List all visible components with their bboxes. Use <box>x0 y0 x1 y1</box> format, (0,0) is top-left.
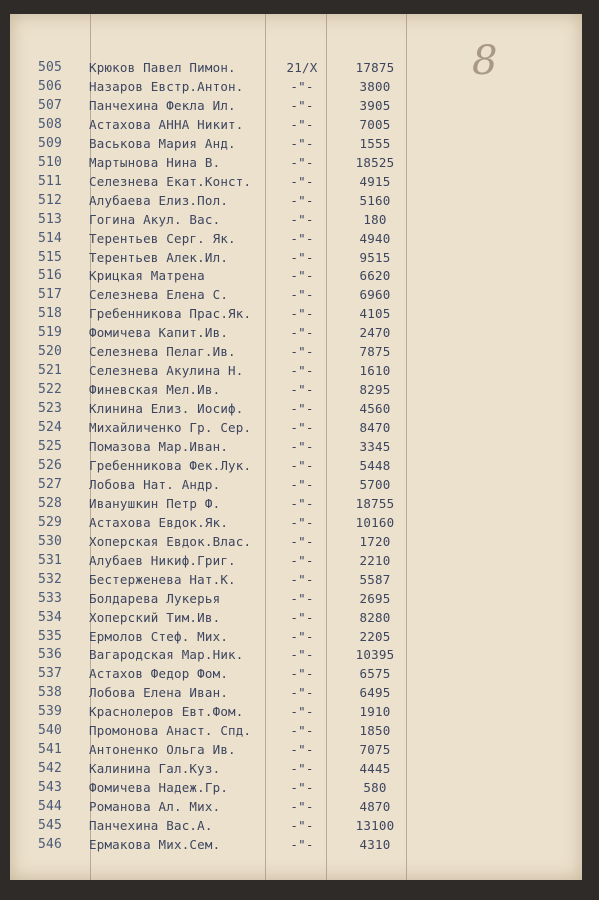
row-number: 505 <box>38 60 63 75</box>
row-number: 525 <box>38 439 63 454</box>
table-row <box>10 534 582 552</box>
amount-cell: 17875 <box>355 60 395 75</box>
table-row <box>10 496 582 514</box>
person-name: Клинина Елиз. Иосиф. <box>89 401 244 417</box>
date-cell: -"- <box>290 628 314 644</box>
row-number: 506 <box>38 79 63 94</box>
person-name: Мартынова Нина В. <box>89 154 221 170</box>
date-cell: -"- <box>290 780 314 796</box>
amount-cell: 13100 <box>355 818 395 833</box>
amount-cell: 18525 <box>355 154 395 170</box>
row-number: 546 <box>38 836 63 852</box>
amount-cell: 2695 <box>359 590 391 606</box>
person-name: Астахов Федор Фом. <box>89 666 229 682</box>
date-cell: -"- <box>290 154 314 170</box>
table-row <box>10 685 582 703</box>
table-row <box>10 344 582 362</box>
table-row <box>10 723 582 741</box>
amount-cell: 8470 <box>359 420 391 436</box>
table-row <box>10 591 582 609</box>
table-row <box>10 250 582 268</box>
row-number: 509 <box>38 135 63 151</box>
date-cell: -"- <box>290 344 314 360</box>
date-cell: -"- <box>290 476 314 492</box>
date-cell: -"- <box>290 590 314 606</box>
row-number: 516 <box>38 268 63 284</box>
table-row <box>10 306 582 324</box>
amount-cell: 2205 <box>359 628 391 644</box>
row-number: 510 <box>38 154 63 170</box>
table-row <box>10 761 582 779</box>
person-name: Терентьев Серг. Як. <box>89 230 236 246</box>
amount-cell: 3345 <box>359 439 391 454</box>
table-row <box>10 553 582 571</box>
table-row <box>10 382 582 400</box>
row-number: 523 <box>38 401 63 417</box>
date-cell: -"- <box>290 420 314 436</box>
date-cell: -"- <box>290 571 314 587</box>
table-row <box>10 231 582 249</box>
person-name: Назаров Евстр.Антон. <box>89 79 244 94</box>
person-name: Фомичева Надеж.Гр. <box>89 780 229 796</box>
date-cell: -"- <box>290 533 314 549</box>
table-row <box>10 572 582 590</box>
row-number: 522 <box>38 382 63 398</box>
date-cell: -"- <box>290 192 314 208</box>
date-cell: -"- <box>290 647 314 663</box>
person-name: Гогина Акул. Вас. <box>89 211 221 227</box>
amount-cell: 4445 <box>359 761 391 777</box>
date-cell: -"- <box>290 457 314 473</box>
table-row <box>10 515 582 533</box>
table-row <box>10 174 582 192</box>
person-name: Лобова Нат. Андр. <box>89 476 221 492</box>
table-row <box>10 818 582 836</box>
table-row <box>10 742 582 760</box>
amount-cell: 4940 <box>359 230 391 246</box>
table-row <box>10 704 582 722</box>
row-number: 530 <box>38 533 63 549</box>
table-row <box>10 837 582 855</box>
person-name: Ермолов Стеф. Мих. <box>89 628 229 644</box>
person-name: Фомичева Капит.Ив. <box>89 325 229 341</box>
row-number: 543 <box>38 780 63 796</box>
table-row <box>10 212 582 230</box>
person-name: Иванушкин Петр Ф. <box>89 495 221 511</box>
amount-cell: 9515 <box>359 249 391 265</box>
table-row <box>10 60 582 78</box>
date-cell: -"- <box>290 666 314 682</box>
person-name: Васькова Мария Анд. <box>89 135 236 151</box>
table-row <box>10 439 582 457</box>
amount-cell: 4560 <box>359 401 391 417</box>
table-row <box>10 799 582 817</box>
amount-cell: 1610 <box>359 363 391 379</box>
date-cell: -"- <box>290 439 314 454</box>
person-name: Болдарева Лукерья <box>89 590 221 606</box>
person-name: Хоперский Тим.Ив. <box>89 609 221 625</box>
amount-cell: 3905 <box>359 97 391 113</box>
person-name: Антоненко Ольга Ив. <box>89 742 236 758</box>
person-name: Калинина Гал.Куз. <box>89 761 221 777</box>
amount-cell: 10160 <box>355 514 395 530</box>
date-cell: -"- <box>290 723 314 739</box>
table-row <box>10 98 582 116</box>
person-name: Астахова Евдок.Як. <box>89 514 229 530</box>
date-cell: -"- <box>290 552 314 568</box>
row-number: 526 <box>38 457 63 473</box>
table-row <box>10 79 582 97</box>
row-number: 545 <box>38 818 63 833</box>
person-name: Хоперская Евдок.Влас. <box>89 533 252 549</box>
person-name: Панчехина Вас.А. <box>89 818 213 833</box>
amount-cell: 8295 <box>359 382 391 398</box>
person-name: Финевская Мел.Ив. <box>89 382 221 398</box>
amount-cell: 5700 <box>359 476 391 492</box>
date-cell: -"- <box>290 382 314 398</box>
amount-cell: 7005 <box>359 116 391 132</box>
table-row <box>10 193 582 211</box>
row-number: 514 <box>38 230 63 246</box>
table-row <box>10 268 582 286</box>
amount-cell: 1910 <box>359 704 391 720</box>
table-row <box>10 363 582 381</box>
table-row <box>10 610 582 628</box>
table-row <box>10 647 582 665</box>
row-number: 515 <box>38 249 63 265</box>
amount-cell: 6495 <box>359 685 391 701</box>
row-number: 536 <box>38 647 63 663</box>
date-cell: -"- <box>290 79 314 94</box>
amount-cell: 4105 <box>359 306 391 322</box>
row-number: 519 <box>38 325 63 341</box>
table-row <box>10 136 582 154</box>
person-name: Ермакова Мих.Сем. <box>89 836 221 852</box>
row-number: 529 <box>38 514 63 530</box>
person-name: Гребенникова Прас.Як. <box>89 306 252 322</box>
amount-cell: 6620 <box>359 268 391 284</box>
table-row <box>10 287 582 305</box>
amount-cell: 5448 <box>359 457 391 473</box>
row-number: 533 <box>38 590 63 606</box>
person-name: Селезнева Екат.Конст. <box>89 173 252 189</box>
person-name: Михайличенко Гр. Сер. <box>89 420 252 436</box>
table-row <box>10 117 582 135</box>
amount-cell: 180 <box>363 211 387 227</box>
row-number: 537 <box>38 666 63 682</box>
amount-cell: 4310 <box>359 836 391 852</box>
person-name: Краснолеров Евт.Фом. <box>89 704 244 720</box>
table-row <box>10 325 582 343</box>
date-cell: -"- <box>290 230 314 246</box>
row-number: 512 <box>38 192 63 208</box>
row-number: 531 <box>38 552 63 568</box>
table-row <box>10 155 582 173</box>
amount-cell: 6960 <box>359 287 391 303</box>
amount-cell: 7875 <box>359 344 391 360</box>
row-number: 518 <box>38 306 63 322</box>
table-row <box>10 629 582 647</box>
amount-cell: 18755 <box>355 495 395 511</box>
person-name: Промонова Анаст. Спд. <box>89 723 252 739</box>
person-name: Алубаева Елиз.Пол. <box>89 192 229 208</box>
table-row <box>10 780 582 798</box>
table-row <box>10 401 582 419</box>
person-name: Гребенникова Фек.Лук. <box>89 457 252 473</box>
date-cell: -"- <box>290 268 314 284</box>
row-number: 538 <box>38 685 63 701</box>
page-number-mark: 8 <box>472 38 498 84</box>
date-cell: -"- <box>290 401 314 417</box>
person-name: Панчехина Фекла Ил. <box>89 97 236 113</box>
amount-cell: 1720 <box>359 533 391 549</box>
person-name: Лобова Елена Иван. <box>89 685 229 701</box>
date-cell: -"- <box>290 173 314 189</box>
date-cell: -"- <box>290 742 314 758</box>
person-name: Крюков Павел Пимон. <box>89 60 236 75</box>
date-cell: -"- <box>290 97 314 113</box>
table-row <box>10 477 582 495</box>
document-page <box>10 14 582 880</box>
amount-cell: 4915 <box>359 173 391 189</box>
table-row <box>10 420 582 438</box>
row-number: 507 <box>38 97 63 113</box>
amount-cell: 5587 <box>359 571 391 587</box>
date-cell: -"- <box>290 116 314 132</box>
row-number: 542 <box>38 761 63 777</box>
date-cell: -"- <box>290 704 314 720</box>
person-name: Вагародская Мар.Ник. <box>89 647 244 663</box>
row-number: 541 <box>38 742 63 758</box>
table-row <box>10 666 582 684</box>
person-name: Помазова Мар.Иван. <box>89 439 229 454</box>
person-name: Алубаев Никиф.Григ. <box>89 552 236 568</box>
person-name: Селезнева Пелаг.Ив. <box>89 344 236 360</box>
row-number: 544 <box>38 799 63 814</box>
row-number: 517 <box>38 287 63 303</box>
amount-cell: 5160 <box>359 192 391 208</box>
row-number: 527 <box>38 476 63 492</box>
date-cell: -"- <box>290 761 314 777</box>
row-number: 508 <box>38 116 63 132</box>
row-number: 520 <box>38 344 63 360</box>
amount-cell: 4870 <box>359 799 391 814</box>
date-cell: -"- <box>290 836 314 852</box>
amount-cell: 10395 <box>355 647 395 663</box>
date-cell: -"- <box>290 818 314 833</box>
person-name: Астахова АННА Никит. <box>89 116 244 132</box>
amount-cell: 1555 <box>359 135 391 151</box>
row-number: 513 <box>38 211 63 227</box>
row-number: 540 <box>38 723 63 739</box>
person-name: Селезнева Елена С. <box>89 287 229 303</box>
date-cell: -"- <box>290 495 314 511</box>
row-number: 539 <box>38 704 63 720</box>
row-number: 524 <box>38 420 63 436</box>
date-cell: -"- <box>290 287 314 303</box>
amount-cell: 8280 <box>359 609 391 625</box>
amount-cell: 2210 <box>359 552 391 568</box>
date-cell: -"- <box>290 685 314 701</box>
amount-cell: 1850 <box>359 723 391 739</box>
person-name: Крицкая Матрена <box>89 268 205 284</box>
date-cell: -"- <box>290 514 314 530</box>
row-number: 535 <box>38 628 63 644</box>
table-row <box>10 458 582 476</box>
row-number: 532 <box>38 571 63 587</box>
date-cell: 21/X <box>286 60 318 75</box>
person-name: Селезнева Акулина Н. <box>89 363 244 379</box>
person-name: Романова Ал. Мих. <box>89 799 221 814</box>
date-cell: -"- <box>290 325 314 341</box>
amount-cell: 580 <box>363 780 387 796</box>
amount-cell: 6575 <box>359 666 391 682</box>
date-cell: -"- <box>290 799 314 814</box>
date-cell: -"- <box>290 249 314 265</box>
row-number: 511 <box>38 173 63 189</box>
row-number: 528 <box>38 495 63 511</box>
row-number: 521 <box>38 363 63 379</box>
row-number: 534 <box>38 609 63 625</box>
amount-cell: 7075 <box>359 742 391 758</box>
amount-cell: 3800 <box>359 79 391 94</box>
date-cell: -"- <box>290 306 314 322</box>
person-name: Терентьев Алек.Ил. <box>89 249 229 265</box>
date-cell: -"- <box>290 211 314 227</box>
amount-cell: 2470 <box>359 325 391 341</box>
date-cell: -"- <box>290 363 314 379</box>
person-name: Бестерженева Нат.К. <box>89 571 236 587</box>
date-cell: -"- <box>290 609 314 625</box>
date-cell: -"- <box>290 135 314 151</box>
